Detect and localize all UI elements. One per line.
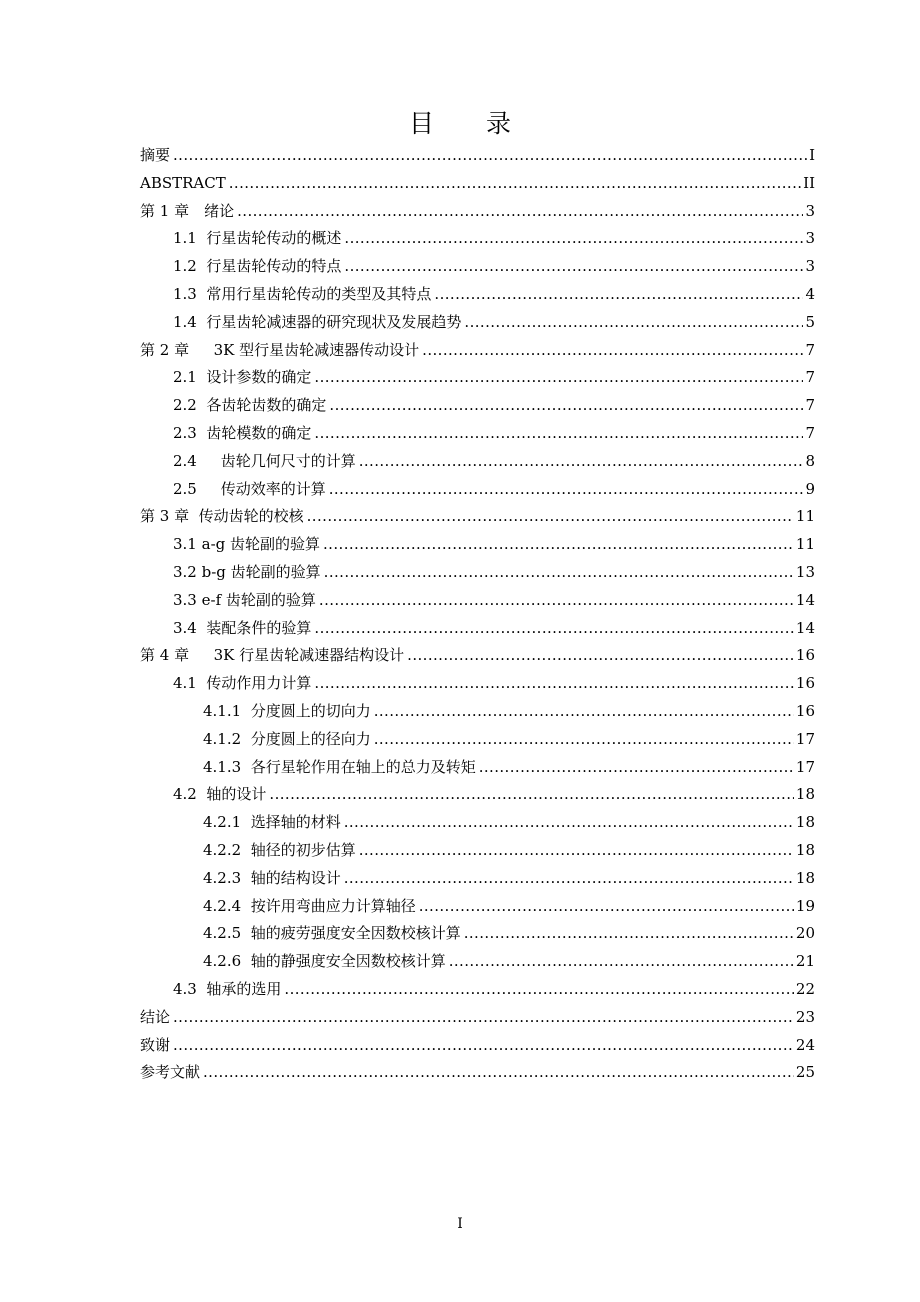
toc-entry-page: 14 — [795, 590, 815, 609]
dot-leader — [229, 170, 801, 198]
toc-entry-page: 16 — [795, 674, 815, 693]
toc-entry-number: 1.4 — [173, 312, 207, 331]
toc-entry-title: 传动作用力计算 — [206, 674, 312, 693]
toc-entry[interactable] — [140, 976, 815, 1004]
toc-entry[interactable] — [140, 337, 815, 365]
dot-leader — [434, 281, 803, 309]
toc-entry[interactable] — [140, 948, 815, 976]
toc-entry[interactable] — [140, 559, 815, 587]
toc-entry[interactable] — [140, 448, 815, 476]
toc-entry-page: 11 — [795, 535, 815, 554]
toc-entry-number: 2.2 — [173, 396, 207, 415]
dot-leader — [344, 253, 803, 281]
toc-entry-page: 19 — [795, 896, 815, 915]
toc-entry[interactable] — [140, 392, 815, 420]
dot-leader — [269, 781, 793, 809]
toc-entry-title: 行星齿轮减速器的研究现状及发展趋势 — [206, 312, 462, 331]
toc-entry-title: ABSTRACT — [140, 173, 226, 192]
toc-entry-number: 4.1 — [173, 674, 207, 693]
toc-entry-page: II — [803, 173, 815, 192]
dot-leader — [323, 531, 794, 559]
toc-entry-number: 第 4 章 — [140, 646, 214, 665]
toc-entry-title: 各行星轮作用在轴上的总力及转矩 — [250, 757, 476, 776]
toc-entry[interactable] — [140, 198, 815, 226]
toc-entry-title: 轴的设计 — [206, 785, 267, 804]
dot-leader — [359, 448, 804, 476]
toc-entry-title: 摘要 — [140, 146, 171, 164]
dot-leader — [407, 642, 794, 670]
dot-leader — [173, 1004, 794, 1032]
dot-leader — [314, 420, 803, 448]
toc-entry-page: 23 — [795, 1007, 815, 1026]
toc-entry-number: 4.1.3 — [203, 757, 251, 776]
toc-entry-page: 11 — [795, 507, 815, 526]
toc-entry[interactable] — [140, 364, 815, 392]
toc-entry[interactable] — [140, 781, 815, 809]
toc-entry[interactable] — [140, 142, 815, 170]
toc-entry-number: 1.2 — [173, 257, 207, 276]
page-number: I — [457, 1216, 463, 1232]
toc-entry-page: 7 — [805, 368, 815, 387]
toc-entry[interactable] — [140, 837, 815, 865]
toc-entry[interactable] — [140, 1059, 815, 1087]
dot-leader — [419, 893, 794, 921]
dot-leader — [324, 559, 794, 587]
dot-leader — [344, 865, 794, 893]
toc-entry-number: 第 3 章 — [140, 507, 199, 526]
toc-entry-page: I — [809, 146, 815, 164]
dot-leader — [329, 392, 803, 420]
toc-entry-title: 设计参数的确定 — [206, 368, 312, 387]
toc-entry-number: 3.2 — [173, 562, 202, 581]
toc-entry-page: 20 — [795, 924, 815, 943]
toc-entry-number: 4.2.2 — [203, 840, 251, 859]
toc-entry-number: 4.3 — [173, 979, 207, 998]
toc-entry-number: 4.2.5 — [203, 924, 251, 943]
toc-entry[interactable] — [140, 726, 815, 754]
toc-entry-title: 按许用弯曲应力计算轴径 — [250, 896, 416, 915]
dot-leader — [422, 337, 803, 365]
toc-entry-page: 25 — [795, 1063, 815, 1082]
toc-entry-page: 8 — [805, 451, 815, 470]
toc-entry[interactable] — [140, 476, 815, 504]
dot-leader — [374, 726, 794, 754]
toc-entry-title: 各齿轮齿数的确定 — [206, 396, 327, 415]
toc-entry-number: 第 1 章 — [140, 201, 205, 220]
toc-entry-title: 轴径的初步估算 — [250, 840, 356, 859]
toc-entry-title: a-g 齿轮副的验算 — [201, 535, 321, 554]
toc-entry[interactable] — [140, 642, 815, 670]
dot-leader — [479, 754, 794, 782]
dot-leader — [359, 837, 794, 865]
toc-entry-number: 4.1.2 — [203, 729, 251, 748]
dot-leader — [314, 364, 803, 392]
toc-entry[interactable] — [140, 281, 815, 309]
toc-entry-title: 行星齿轮传动的特点 — [206, 257, 342, 276]
toc-entry[interactable] — [140, 225, 815, 253]
toc-entry-number: 3.4 — [173, 618, 207, 637]
toc-entry-page: 7 — [805, 340, 815, 359]
toc-entry-title: 行星齿轮传动的概述 — [206, 229, 342, 248]
toc-entry-page: 17 — [795, 729, 815, 748]
toc-entry-page: 16 — [795, 701, 815, 720]
dot-leader — [344, 225, 803, 253]
toc-entry-page: 24 — [795, 1035, 815, 1054]
toc-entry[interactable] — [140, 893, 815, 921]
toc-entry-page: 14 — [795, 618, 815, 637]
toc-entry-title: 分度圆上的径向力 — [250, 729, 371, 748]
toc-entry[interactable] — [140, 754, 815, 782]
dot-leader — [237, 198, 803, 226]
toc-entry-page: 18 — [795, 868, 815, 887]
toc-entry[interactable] — [140, 420, 815, 448]
toc-entry[interactable] — [140, 615, 815, 643]
toc-entry-title: 传动效率的计算 — [220, 479, 326, 498]
dot-leader — [307, 503, 794, 531]
toc-entry-page: 18 — [795, 785, 815, 804]
toc-entry[interactable] — [140, 698, 815, 726]
dot-leader — [314, 670, 793, 698]
toc-entry-title: 3K 行星齿轮减速器结构设计 — [213, 646, 405, 665]
toc-entry-page: 16 — [795, 646, 815, 665]
toc-entry-number: 4.2.6 — [203, 952, 251, 971]
dot-leader — [344, 809, 794, 837]
toc-entry-page: 17 — [795, 757, 815, 776]
toc-entry-title: 结论 — [140, 1007, 171, 1026]
dot-leader — [329, 476, 804, 504]
toc-entry-page: 9 — [805, 479, 815, 498]
toc-entry-page: 22 — [795, 979, 815, 998]
page-title: 目 录 — [409, 109, 533, 138]
toc-entry-title: 参考文献 — [140, 1063, 201, 1082]
toc-entry-title: 选择轴的材料 — [250, 813, 341, 832]
toc-entry[interactable] — [140, 809, 815, 837]
toc-entry-number: 4.1.1 — [203, 701, 251, 720]
toc-entry-number: 4.2 — [173, 785, 207, 804]
toc-entry-number: 2.1 — [173, 368, 207, 387]
dot-leader — [173, 142, 807, 170]
toc-entry-number: 3.1 — [173, 535, 202, 554]
dot-leader — [284, 976, 793, 1004]
toc-entry[interactable] — [140, 670, 815, 698]
toc-entry[interactable] — [140, 587, 815, 615]
toc-entry-title: b-g 齿轮副的验算 — [201, 562, 321, 581]
toc-entry-number: 2.5 — [173, 479, 221, 498]
dot-leader — [449, 948, 794, 976]
toc-entry[interactable] — [140, 1004, 815, 1032]
toc-entry-page: 18 — [795, 813, 815, 832]
toc-entry[interactable] — [140, 865, 815, 893]
toc-entry-page: 21 — [795, 952, 815, 971]
toc-entry-page: 7 — [805, 396, 815, 415]
toc-entry[interactable] — [140, 1032, 815, 1060]
toc-entry-title: 齿轮几何尺寸的计算 — [220, 451, 356, 470]
toc-entry-title: 齿轮模数的确定 — [206, 423, 312, 442]
toc-entry-number: 4.2.3 — [203, 868, 251, 887]
dot-leader — [319, 587, 794, 615]
toc-entry[interactable] — [140, 170, 815, 198]
toc-entry-page: 3 — [805, 229, 815, 248]
toc-entry-page: 3 — [805, 257, 815, 276]
toc-entry-page: 5 — [805, 312, 815, 331]
toc-entry-number: 2.4 — [173, 451, 221, 470]
toc-entry-title: 绪论 — [204, 201, 235, 220]
dot-leader — [203, 1059, 794, 1087]
toc-entry-page: 13 — [795, 562, 815, 581]
toc-entry-number: 1.1 — [173, 229, 207, 248]
toc-entry-title: 轴的静强度安全因数校核计算 — [250, 952, 446, 971]
toc-entry-title: 传动齿轮的校核 — [198, 507, 304, 526]
toc-entry-number: 4.2.4 — [203, 896, 251, 915]
toc-entry[interactable] — [140, 920, 815, 948]
toc-entry-page: 4 — [805, 284, 815, 303]
toc-entry-number: 第 2 章 — [140, 340, 214, 359]
toc-entry-number: 2.3 — [173, 423, 207, 442]
toc-entry-title: 轴的结构设计 — [250, 868, 341, 887]
toc-entry[interactable] — [140, 503, 815, 531]
toc-entry-title: 轴承的选用 — [206, 979, 282, 998]
dot-leader — [464, 309, 803, 337]
toc-entry-number: 1.3 — [173, 284, 207, 303]
toc-entry-page: 3 — [805, 201, 815, 220]
toc-entry[interactable] — [140, 309, 815, 337]
table-of-contents — [140, 142, 815, 1087]
dot-leader — [173, 1032, 794, 1060]
toc-entry-title: 分度圆上的切向力 — [250, 701, 371, 720]
toc-entry[interactable] — [140, 253, 815, 281]
toc-entry-title: 轴的疲劳强度安全因数校核计算 — [250, 924, 461, 943]
dot-leader — [464, 920, 794, 948]
toc-entry-title: 常用行星齿轮传动的类型及其特点 — [206, 284, 432, 303]
toc-entry-title: 装配条件的验算 — [206, 618, 312, 637]
toc-entry-title: e-f 齿轮副的验算 — [201, 590, 316, 609]
dot-leader — [314, 615, 793, 643]
toc-entry-title: 3K 型行星齿轮减速器传动设计 — [213, 340, 420, 359]
toc-entry-number: 3.3 — [173, 590, 202, 609]
dot-leader — [374, 698, 794, 726]
toc-entry-title: 致谢 — [140, 1035, 171, 1054]
toc-entry[interactable] — [140, 531, 815, 559]
toc-entry-number: 4.2.1 — [203, 813, 251, 832]
toc-entry-page: 7 — [805, 423, 815, 442]
toc-entry-page: 18 — [795, 840, 815, 859]
